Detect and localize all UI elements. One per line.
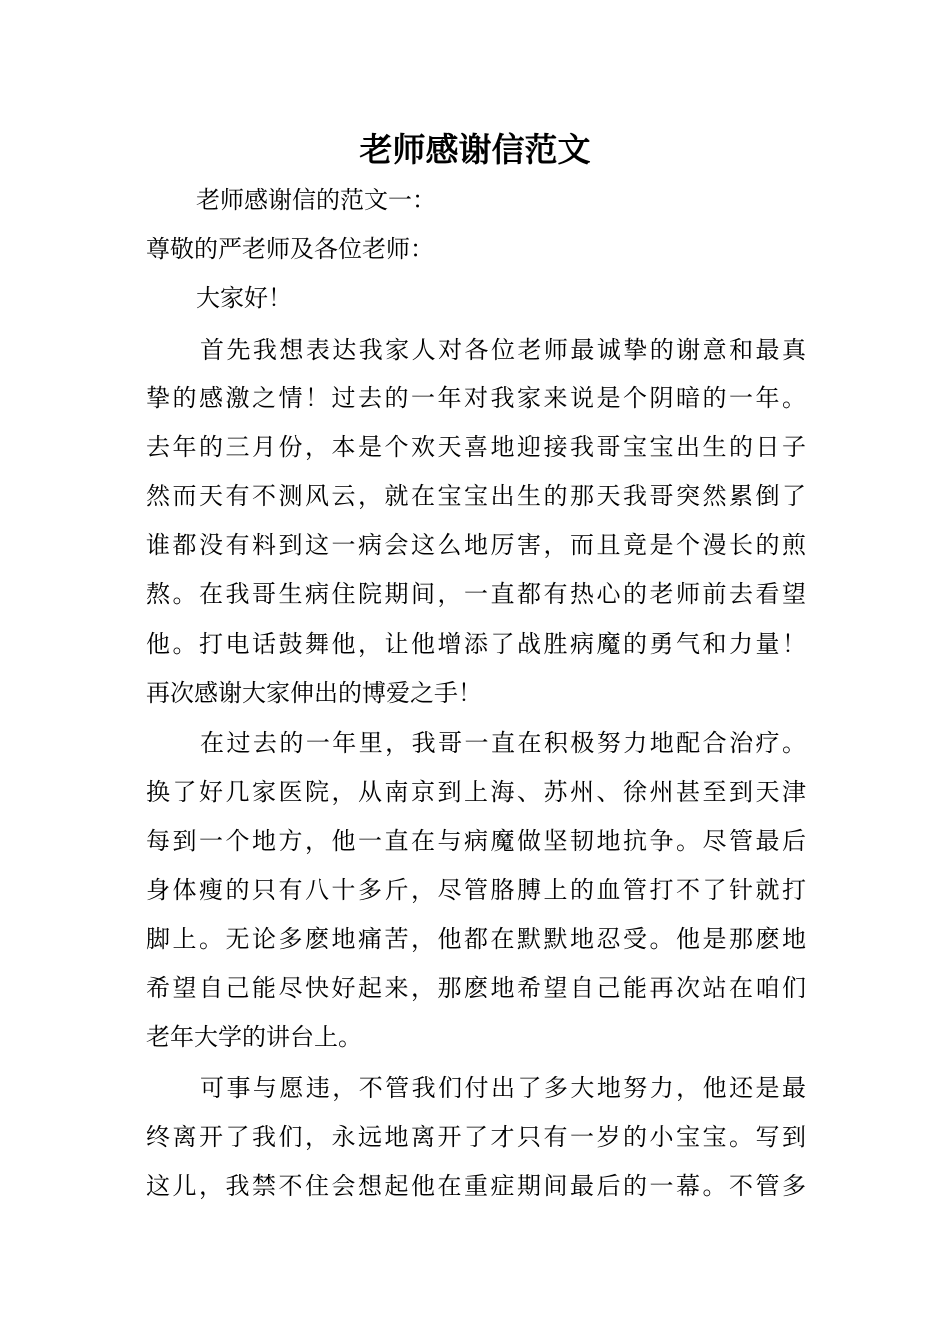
text-line: 去年的三月份，本是个欢天喜地迎接我哥宝宝出生的日子 [146, 433, 806, 461]
text-line: 每到一个地方，他一直在与病魔做坚韧地抗争。尽管最后 [146, 827, 806, 855]
text-line: 尊敬的严老师及各位老师： [146, 235, 434, 263]
text-line: 在过去的一年里，我哥一直在积极努力地配合治疗。 [200, 729, 806, 757]
document-title: 老师感谢信范文 [359, 130, 591, 169]
text-line: 谁都没有料到这一病会这么地厉害，而且竟是个漫长的煎 [146, 531, 806, 559]
text-line: 这儿，我禁不住会想起他在重症期间最后的一幕。不管多 [146, 1172, 806, 1200]
text-line: 然而天有不测风云，就在宝宝出生的那天我哥突然累倒了 [146, 482, 806, 510]
text-line: 终离开了我们，永远地离开了才只有一岁的小宝宝。写到 [146, 1123, 806, 1151]
text-line: 换了好几家医院，从南京到上海、苏州、徐州甚至到天津 [146, 778, 806, 806]
text-line: 脚上。无论多麽地痛苦，他都在默默地忍受。他是那麽地 [146, 925, 806, 953]
text-line: 可事与愿违，不管我们付出了多大地努力，他还是最 [200, 1074, 806, 1102]
text-line: 老师感谢信的范文一： [196, 186, 436, 214]
text-line: 大家好！ [196, 284, 292, 312]
text-line: 希望自己能尽快好起来，那麽地希望自己能再次站在咱们 [146, 974, 806, 1002]
text-line: 老年大学的讲台上。 [146, 1023, 362, 1051]
text-line: 首先我想表达我家人对各位老师最诚挚的谢意和最真 [200, 336, 806, 364]
text-line: 熬。在我哥生病住院期间，一直都有热心的老师前去看望 [146, 580, 806, 608]
text-line: 挚的感激之情！过去的一年对我家来说是个阴暗的一年。 [146, 384, 806, 412]
text-line: 再次感谢大家伸出的博爱之手！ [146, 679, 482, 707]
text-line: 他。打电话鼓舞他，让他增添了战胜病魔的勇气和力量！ [146, 630, 806, 658]
text-line: 身体瘦的只有八十多斤，尽管胳膊上的血管打不了针就打 [146, 876, 806, 904]
